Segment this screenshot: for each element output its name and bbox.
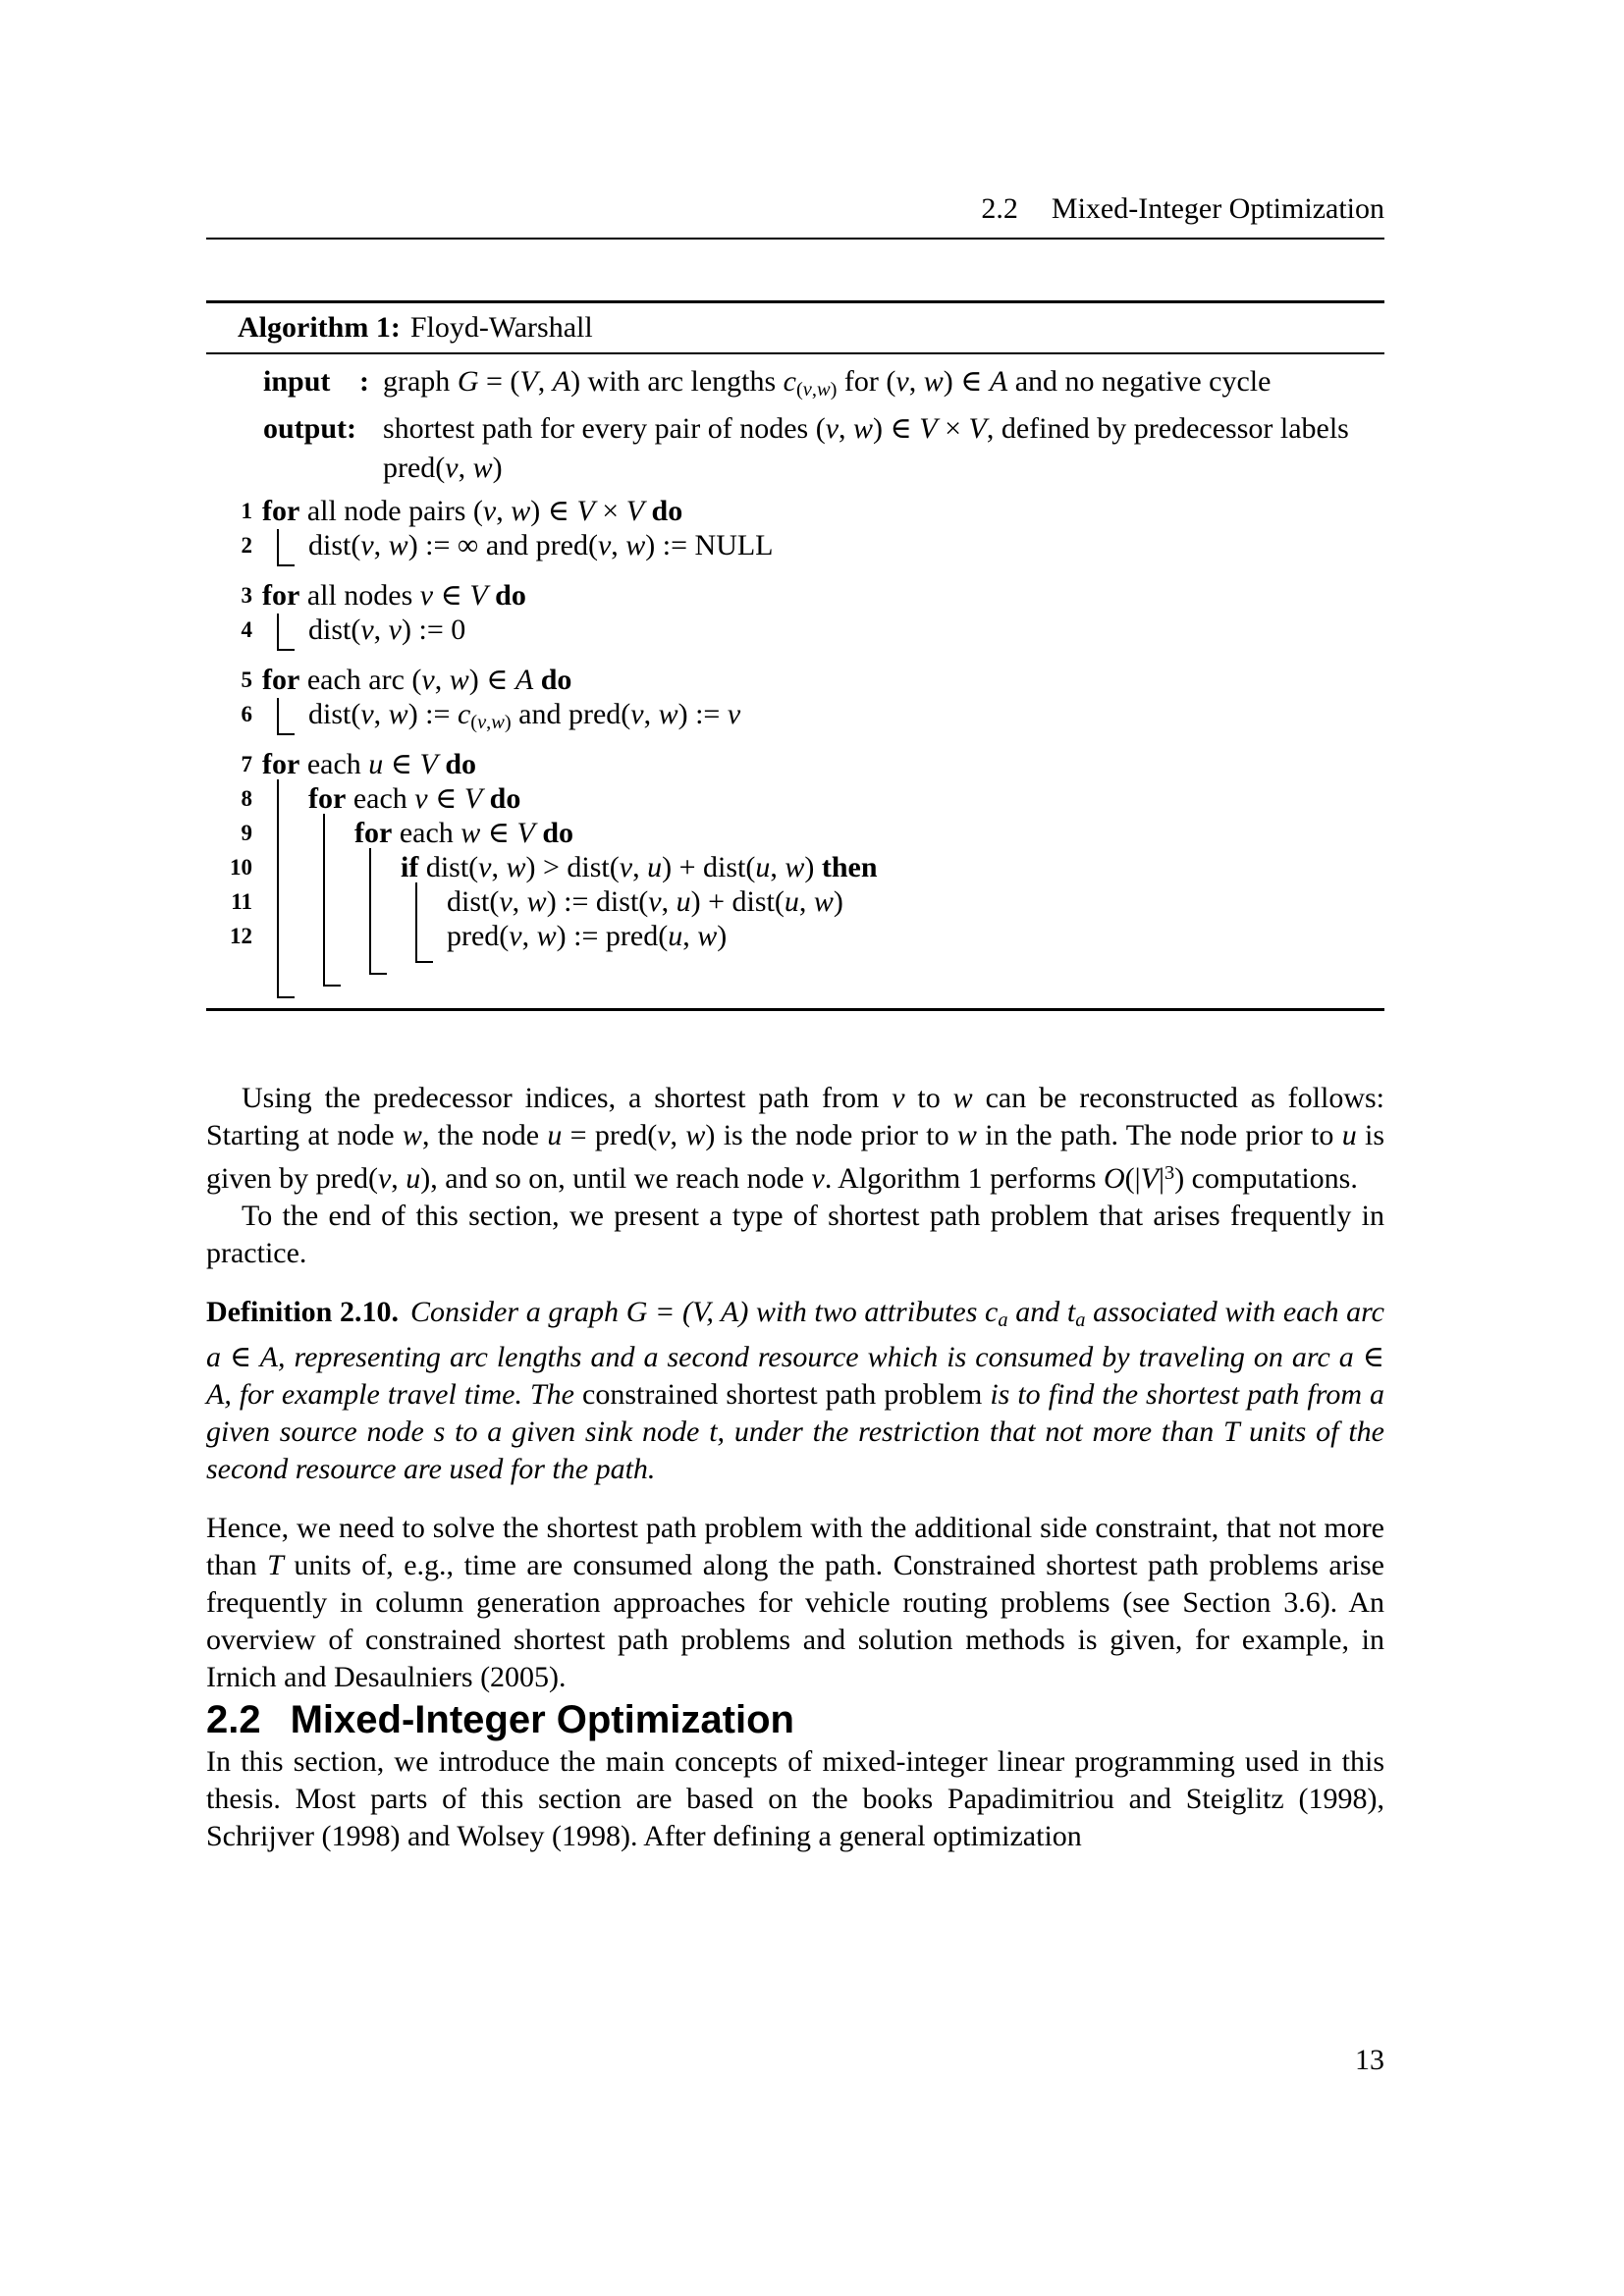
line-statement: dist(v, v) := 0 xyxy=(308,614,466,647)
algorithm-block-bracket xyxy=(277,779,295,998)
algorithm-block-bracket xyxy=(369,848,387,975)
algorithm-block-bracket xyxy=(323,814,341,987)
algorithm-line-7 xyxy=(206,747,1384,781)
body-content xyxy=(206,1080,1384,1855)
definition-body: Consider a graph G = (V, A) with two attributes $c_a$ and $t_a$ associated with each arc a ∈ A, representing arc lengths and a second resource which is consumed by traveling on arc a ∈ A, for example travel time. The constrained shortest path problem is to find the shortest path from a given source node s to a given sink node t, under the restriction that not more than T units of the second resource are used for the path. xyxy=(206,1296,1385,1486)
line-statement: dist(v, w) := dist(v, u) + dist(u, w) xyxy=(447,885,843,919)
io-label: input : xyxy=(263,365,369,398)
algorithm-io xyxy=(206,354,1384,490)
algorithm-line-2 xyxy=(206,528,1384,562)
algorithm-line-4 xyxy=(206,613,1384,647)
line-number: 3 xyxy=(241,583,252,609)
io-row xyxy=(263,362,1384,409)
line-number: 10 xyxy=(230,855,252,881)
io-text: shortest path for every pair of nodes (v, w) ∈ V × V, defined by predecessor labels pred(v, w) xyxy=(383,412,1349,485)
algorithm-block-bracket xyxy=(277,614,295,651)
io-text: graph G = (V, A) with arc lengths $c_{(v,w)}$ for (v, w) ∈ A and no negative cycle xyxy=(383,365,1272,401)
io-label: output: xyxy=(263,412,357,446)
definition-2-10 xyxy=(206,1294,1384,1488)
line-number: 7 xyxy=(241,752,252,777)
algorithm-line-1 xyxy=(206,494,1384,528)
line-statement: for each v ∈ V do xyxy=(308,782,521,816)
line-number: 12 xyxy=(230,924,252,949)
algorithm-caption-title: Floyd-Warshall xyxy=(409,311,593,344)
paragraph-to-the-end: To the end of this section, we present a type of shortest path problem that arises frequently in practice. xyxy=(206,1200,1384,1270)
algorithm-line-3 xyxy=(206,578,1384,613)
line-number: 11 xyxy=(231,889,252,915)
algorithm-box xyxy=(206,300,1384,1011)
algorithm-line-6 xyxy=(206,697,1384,734)
paragraph-in-this-section: In this section, we introduce the main concepts of mixed-integer linear programming used in this thesis. Most parts of this section are based on the books Papadimitriou and Steiglitz (1998), Schrijver (1998) and Wolsey (1998). After defining a general optimization xyxy=(206,1745,1384,1853)
line-statement: for each u ∈ V do xyxy=(262,748,476,781)
line-number: 6 xyxy=(241,702,252,727)
line-statement: dist(v, w) := ∞ and pred(v, w) := NULL xyxy=(308,529,774,562)
line-statement: dist(v, w) := $c_{(v,w)}$ and pred(v, w) := v xyxy=(308,698,741,734)
definition-label: Definition 2.10. xyxy=(206,1296,400,1329)
line-number: 9 xyxy=(241,821,252,846)
line-statement: for all nodes v ∈ V do xyxy=(262,579,526,613)
algorithm-lines xyxy=(206,490,1384,1008)
running-head-number: 2.2 xyxy=(981,192,1018,225)
algorithm-block-bracket xyxy=(415,882,433,963)
section-heading xyxy=(206,1696,1384,1743)
io-row xyxy=(263,409,1384,488)
algorithm-line-8 xyxy=(206,781,1384,816)
line-statement: pred(v, w) := pred(u, w) xyxy=(447,920,728,953)
section-title: Mixed-Integer Optimization xyxy=(290,1698,794,1742)
running-head xyxy=(206,192,1384,240)
section-number: 2.2 xyxy=(206,1698,261,1742)
line-number: 8 xyxy=(241,786,252,812)
line-number: 5 xyxy=(241,667,252,693)
line-statement: for each w ∈ V do xyxy=(354,817,574,850)
paragraph-hence: Hence, we need to solve the shortest path problem with the additional side constraint, that not more than T units of, e.g., time are consumed along the path. Constrained shortest path problems arise frequently in column generation approaches for vehicle routing problems (see Section 3.6). An overview of constrained shortest path problems and solution methods is given, for example, in Irnich and Desaulniers (2005). xyxy=(206,1512,1384,1694)
algorithm-caption-label: Algorithm 1: xyxy=(238,311,401,344)
paragraph-using-predecessor: Using the predecessor indices, a shortest path from v to w can be reconstructed as follows: Starting at node w, the node u = pred(v, w) is the node prior to w in the path. The node prior to u is given by pred(v, u), and so on, until we reach node v. Algorithm 1 performs $O(|V|^3)$ computations. xyxy=(206,1082,1385,1196)
algorithm-line-5 xyxy=(206,663,1384,697)
line-statement: for each arc (v, w) ∈ A do xyxy=(262,664,572,697)
running-head-title: Mixed-Integer Optimization xyxy=(1051,192,1384,225)
algorithm-block-bracket xyxy=(277,529,295,566)
algorithm-caption xyxy=(206,303,1384,354)
algorithm-line-9 xyxy=(206,816,1384,850)
line-statement: if dist(v, w) > dist(v, u) + dist(u, w) then xyxy=(401,851,878,884)
algorithm-block-bracket xyxy=(277,698,295,735)
line-number: 1 xyxy=(241,499,252,524)
page-number: 13 xyxy=(1355,2044,1384,2076)
line-statement: for all node pairs (v, w) ∈ V × V do xyxy=(262,495,683,528)
line-number: 4 xyxy=(241,617,252,643)
line-number: 2 xyxy=(241,533,252,559)
